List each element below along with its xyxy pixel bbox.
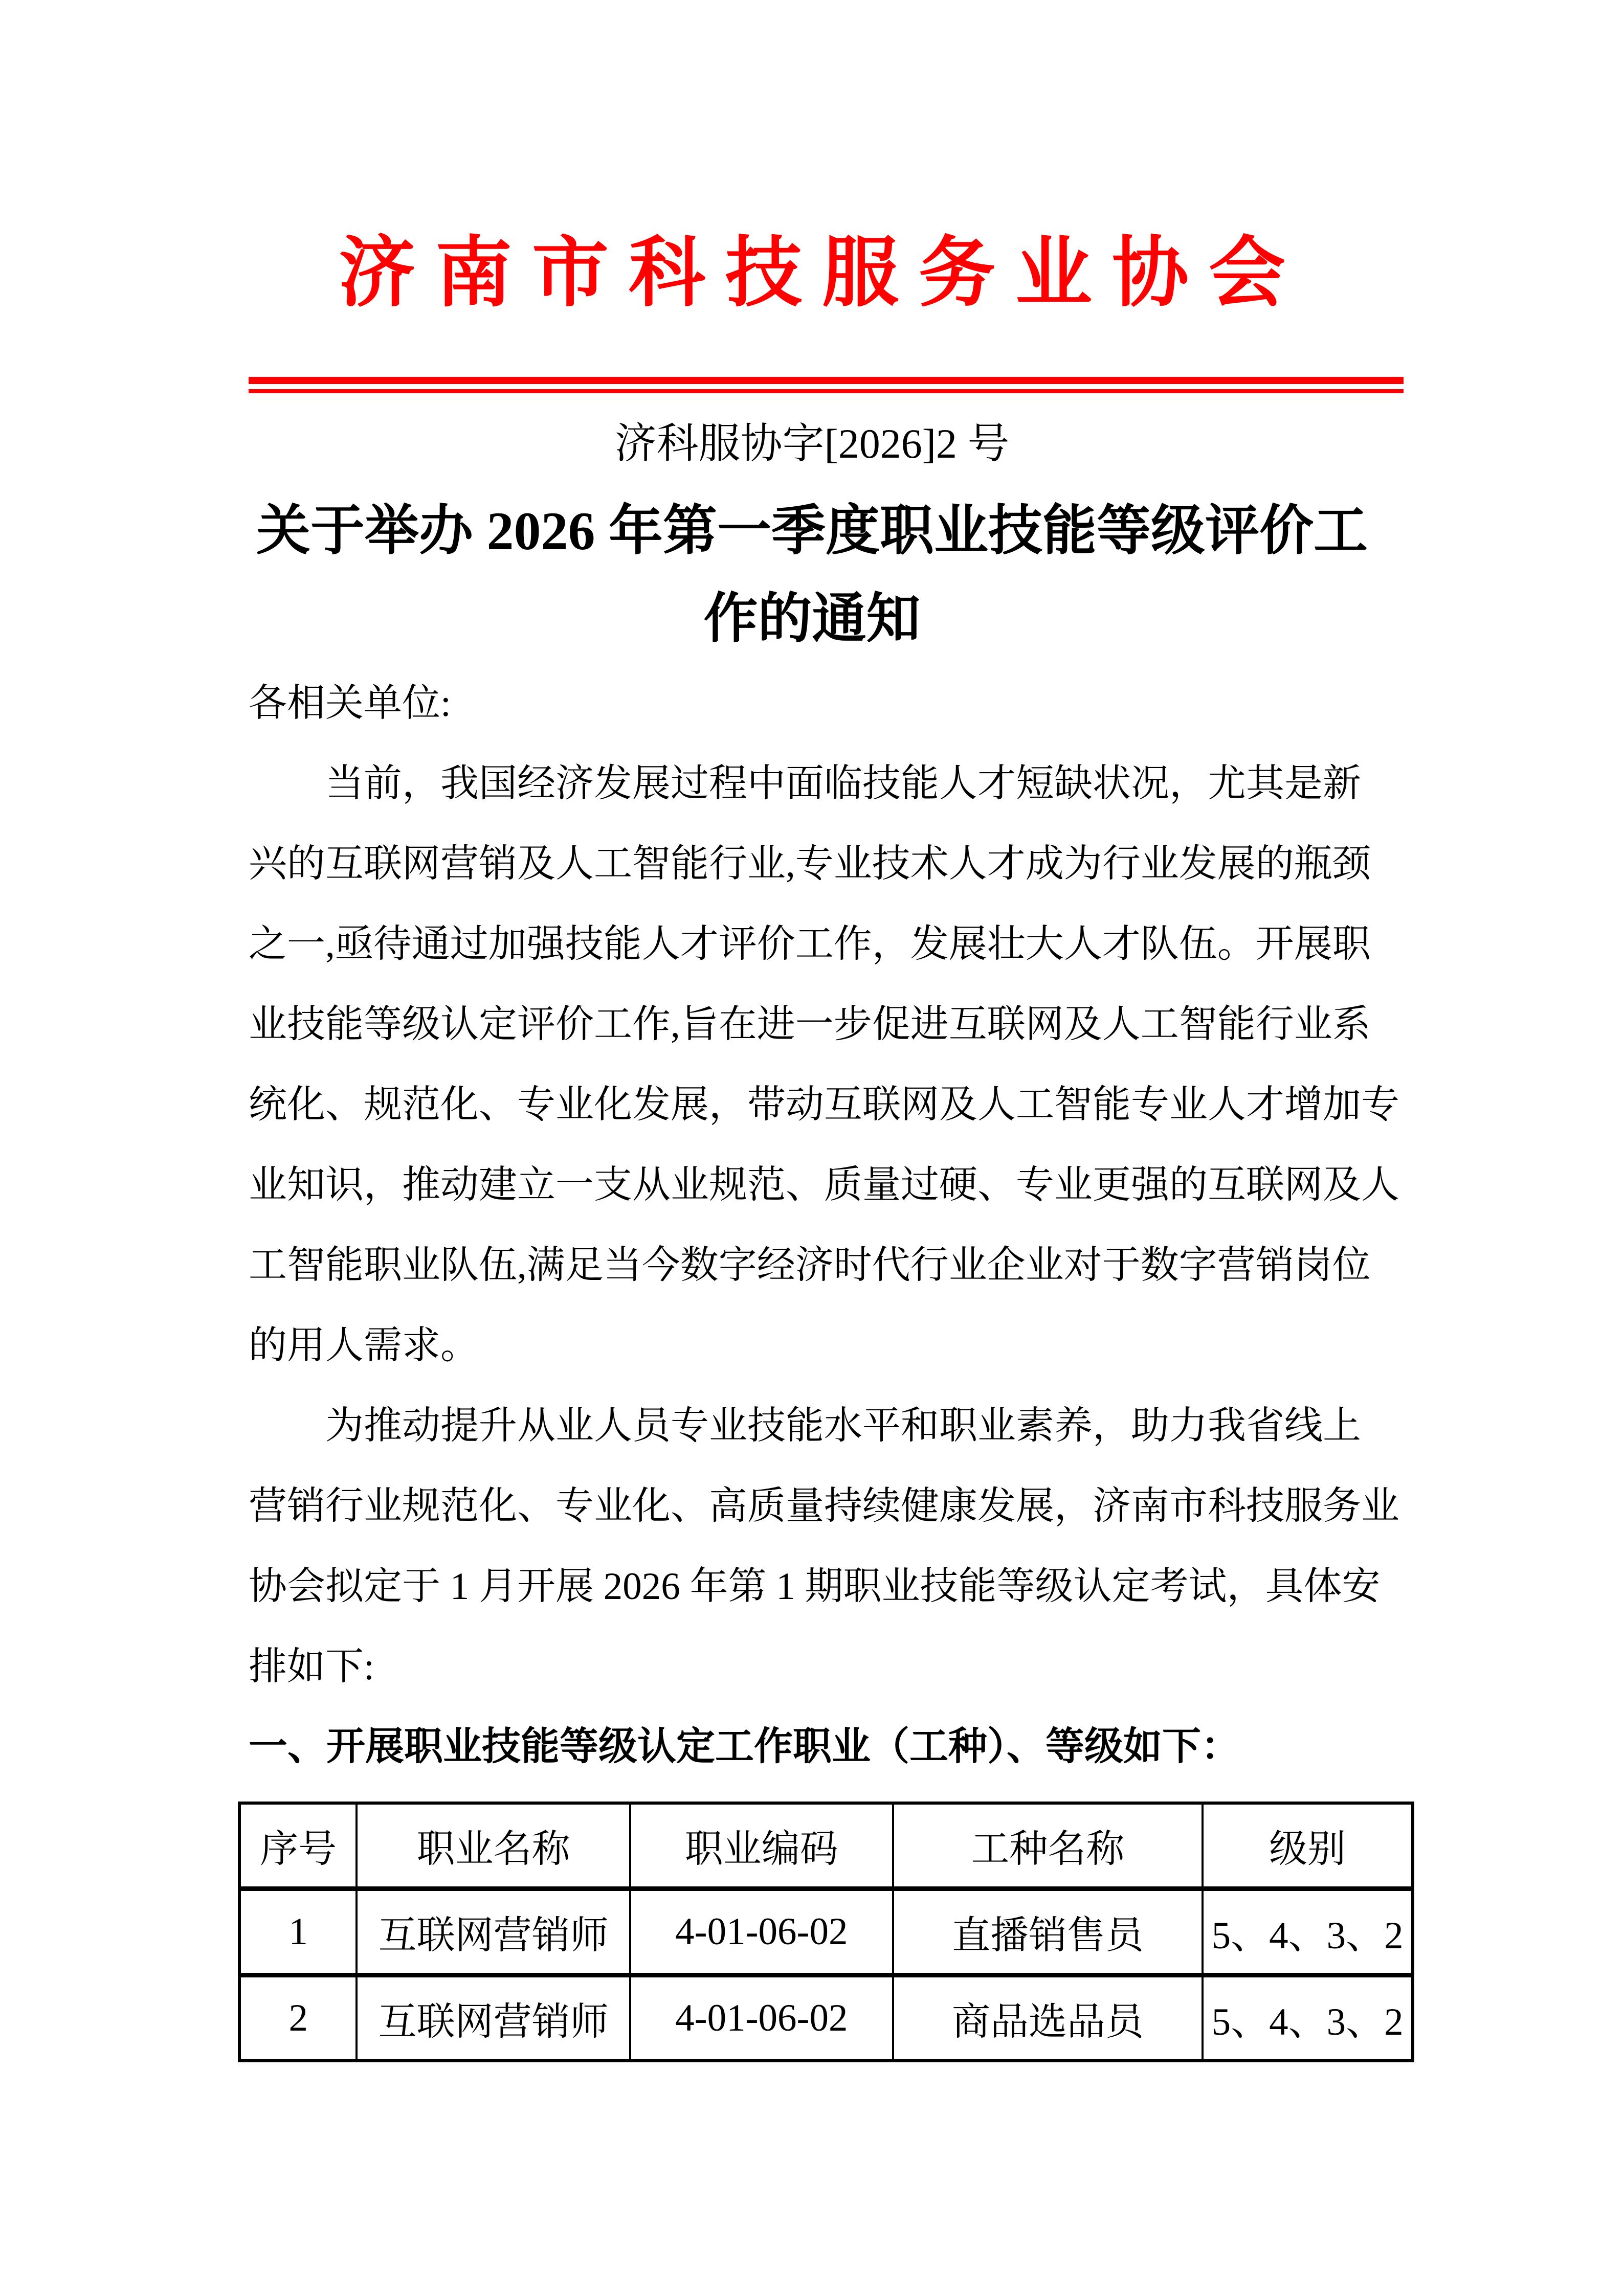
doc-number: 济科服协字[2026]2 号	[614, 420, 1010, 467]
row2-code: 4-01-06-02	[630, 1975, 893, 2061]
section-heading: 一、开展职业技能等级认定工作职业（工种）、等级如下：	[249, 1725, 1240, 1768]
row2-occupation: 互联网营销师	[357, 1975, 630, 2061]
occupations-table	[238, 1802, 1414, 2062]
row2-levels: 5、4、3、2	[1203, 1975, 1413, 2061]
row1-levels: 5、4、3、2	[1203, 1889, 1413, 1975]
table-header-code: 职业编码	[630, 1803, 893, 1889]
paragraph2-line-4: 排如下:	[249, 1646, 374, 1688]
salutation: 各相关单位:	[249, 682, 451, 725]
paragraph1-line-4: 业技能等级认定评价工作,旨在进一步促进互联网及人工智能行业系	[249, 1003, 1371, 1046]
row1-occupation: 互联网营销师	[357, 1889, 630, 1975]
letterhead-double-rule	[249, 377, 1404, 393]
row1-work-type: 直播销售员	[893, 1889, 1203, 1975]
paragraph1-line-2: 兴的互联网营销及人工智能行业,专业技术人才成为行业发展的瓶颈	[249, 843, 1371, 885]
notice-title-line1: 关于举办 2026 年第一季度职业技能等级评价工	[256, 501, 1368, 561]
notice-title	[0, 487, 1624, 663]
table-header-seq: 序号	[239, 1803, 357, 1889]
paragraph2-line-1: 为推动提升从业人员专业技能水平和职业素养，助力我省线上	[325, 1405, 1362, 1447]
table-header-level: 级别	[1203, 1803, 1413, 1889]
notice-body	[249, 663, 1404, 1787]
table-header-row	[239, 1803, 1413, 1889]
row1-seq: 1	[239, 1889, 357, 1975]
table-header-work-type: 工种名称	[893, 1803, 1203, 1889]
paragraph2-line-3: 协会拟定于 1 月开展 2026 年第 1 期职业技能等级认定考试，具体安	[249, 1565, 1381, 1608]
paragraph1-line-1: 当前，我国经济发展过程中面临技能人才短缺状况，尤其是新	[325, 762, 1362, 805]
table-header-occupation: 职业名称	[357, 1803, 630, 1889]
paragraph1-line-8: 的用人需求。	[249, 1324, 479, 1367]
table-row-1	[239, 1889, 1413, 1975]
paragraph1-line-7: 工智能职业队伍,满足当今数字经济时代行业企业对于数字营销岗位	[249, 1244, 1371, 1287]
paragraph2-line-2: 营销行业规范化、专业化、高质量持续健康发展，济南市科技服务业	[249, 1485, 1400, 1527]
paragraph1-line-6: 业知识，推动建立一支从业规范、质量过硬、专业更强的互联网及人	[249, 1164, 1400, 1206]
table-row-2	[239, 1975, 1413, 2061]
letterhead-org-name: 济南市科技服务业协会	[338, 231, 1305, 316]
paragraph1-line-3: 之一,亟待通过加强技能人才评价工作，发展壮大人才队伍。开展职	[249, 923, 1371, 965]
row2-work-type: 商品选品员	[893, 1975, 1203, 2061]
row2-seq: 2	[239, 1975, 357, 2061]
row1-code: 4-01-06-02	[630, 1889, 893, 1975]
paragraph1-line-5: 统化、规范化、专业化发展，带动互联网及人工智能专业人才增加专	[249, 1084, 1400, 1126]
notice-title-line2: 作的通知	[703, 589, 921, 649]
